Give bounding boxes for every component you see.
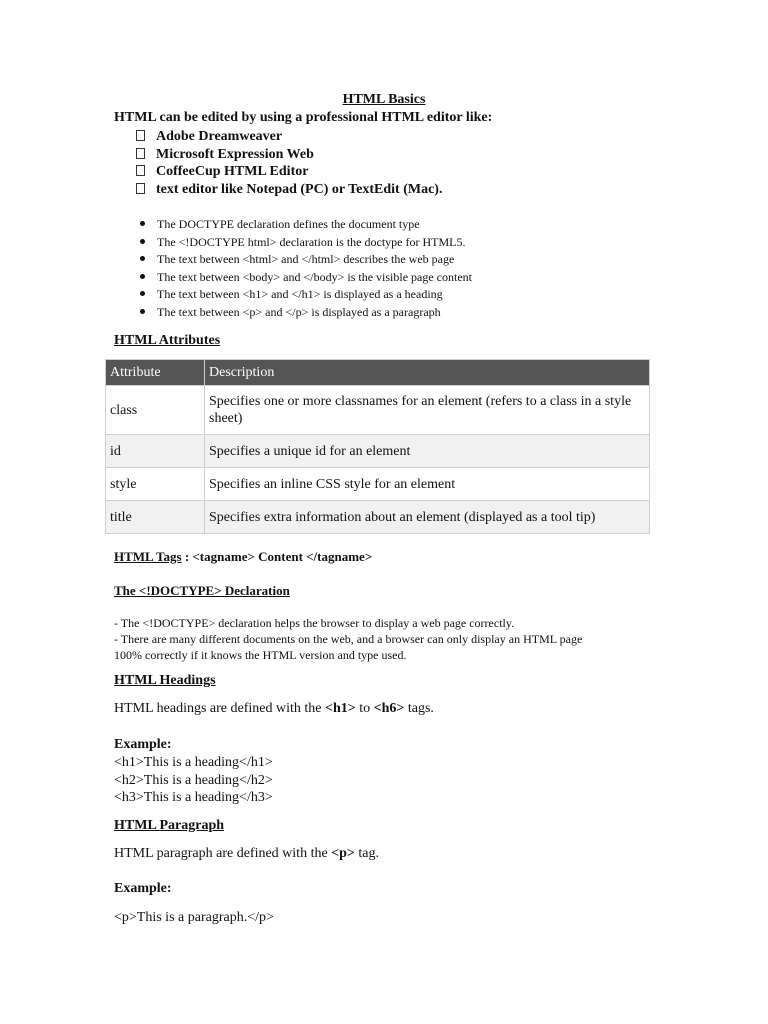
attribute-cell: id bbox=[106, 435, 205, 468]
bullet-dot-icon bbox=[140, 221, 145, 226]
bullet-text: The text between <body> and </body> is the visible page content bbox=[157, 269, 472, 284]
doctype-line: - The <!DOCTYPE> declaration helps the browser to display a web page correctly. bbox=[114, 616, 515, 630]
bullet-text: The text between <p> and </p> is displayed as a paragraph bbox=[157, 304, 441, 319]
list-item bbox=[136, 146, 442, 164]
bullet-text: The text between <h1> and </h1> is displayed as a heading bbox=[157, 287, 443, 302]
bullet-text: The DOCTYPE declaration defines the document type bbox=[157, 217, 420, 231]
code-line: <h3>This is a heading</h3> bbox=[114, 790, 273, 805]
headings-example-label: Example: bbox=[114, 737, 172, 752]
paragraph-heading: HTML Paragraph bbox=[114, 818, 225, 833]
list-item bbox=[140, 304, 472, 322]
attribute-cell: title bbox=[106, 501, 205, 534]
column-header-description: Description bbox=[205, 360, 650, 386]
list-item bbox=[140, 269, 472, 287]
description-cell: Specifies an inline CSS style for an element bbox=[205, 468, 650, 501]
text-segment: HTML paragraph are defined with the bbox=[114, 846, 332, 861]
tag-p: <p> bbox=[331, 846, 355, 861]
tag-h6: <h6> bbox=[373, 701, 405, 716]
description-cell: Specifies one or more classnames for an element (refers to a class in a style sheet) bbox=[205, 386, 650, 435]
list-item bbox=[140, 234, 472, 252]
attribute-cell: class bbox=[106, 386, 205, 435]
editor-list bbox=[136, 128, 442, 198]
box-bullet-icon bbox=[136, 165, 145, 176]
description-cell: Specifies a unique id for an element bbox=[205, 435, 650, 468]
intro-text: HTML can be edited by using a professional HTML editor like: bbox=[114, 110, 493, 125]
text-segment: tags. bbox=[404, 701, 434, 716]
doctype-line: - There are many different documents on the web, and a browser can only display an HTML page bbox=[114, 632, 583, 646]
html-tags-line bbox=[114, 549, 372, 565]
text-segment: to bbox=[355, 701, 374, 716]
bullet-dot-icon bbox=[140, 239, 145, 244]
table-row bbox=[106, 386, 650, 435]
list-item bbox=[140, 251, 472, 269]
column-header-attribute: Attribute bbox=[106, 360, 205, 386]
editor-label: text editor like Notepad (PC) or TextEdit (Mac). bbox=[156, 181, 443, 197]
list-item bbox=[140, 286, 472, 304]
page-title: HTML Basics bbox=[342, 92, 426, 107]
bullet-text: The <!DOCTYPE html> declaration is the doctype for HTML5. bbox=[157, 234, 466, 249]
editor-label: CoffeeCup HTML Editor bbox=[156, 164, 309, 179]
html-tags-syntax: : <tagname> Content </tagname> bbox=[181, 549, 373, 564]
text-segment: HTML headings are defined with the bbox=[114, 701, 325, 716]
list-item bbox=[136, 181, 442, 199]
editor-label: Adobe Dreamweaver bbox=[156, 129, 283, 144]
attributes-heading: HTML Attributes bbox=[114, 333, 221, 348]
table-row bbox=[106, 435, 650, 468]
doctype-bullet-list bbox=[140, 216, 472, 322]
list-item bbox=[140, 216, 472, 234]
doctype-line: 100% correctly if it knows the HTML version and type used. bbox=[114, 648, 407, 662]
attribute-cell: style bbox=[106, 468, 205, 501]
headings-example-code bbox=[114, 754, 273, 807]
code-line: <h2>This is a heading</h2> bbox=[114, 772, 273, 788]
table-row bbox=[106, 468, 650, 501]
bullet-dot-icon bbox=[140, 274, 145, 279]
code-line: <h1>This is a heading</h1> bbox=[114, 755, 273, 770]
paragraph-description bbox=[114, 846, 379, 862]
paragraph-example-label: Example: bbox=[114, 881, 172, 896]
bullet-text: The text between <html> and </html> describes the web page bbox=[157, 252, 455, 267]
editor-label: Microsoft Expression Web bbox=[156, 146, 314, 162]
doctype-description bbox=[114, 615, 582, 663]
headings-description bbox=[114, 701, 434, 717]
paragraph-example-code: <p>This is a paragraph.</p> bbox=[114, 910, 274, 925]
doctype-heading: The <!DOCTYPE> Declaration bbox=[114, 583, 290, 598]
bullet-dot-icon bbox=[140, 256, 145, 261]
headings-heading: HTML Headings bbox=[114, 673, 216, 688]
html-tags-label: HTML Tags bbox=[114, 549, 182, 564]
list-item bbox=[136, 163, 442, 181]
bullet-dot-icon bbox=[140, 291, 145, 296]
tag-h1: <h1> bbox=[324, 701, 356, 716]
description-cell: Specifies extra information about an element (displayed as a tool tip) bbox=[205, 501, 650, 534]
box-bullet-icon bbox=[136, 183, 145, 194]
box-bullet-icon bbox=[136, 130, 145, 141]
list-item bbox=[136, 128, 442, 146]
text-segment: tag. bbox=[354, 846, 380, 861]
attributes-table bbox=[105, 359, 650, 534]
table-header-row bbox=[106, 360, 650, 386]
box-bullet-icon bbox=[136, 148, 145, 159]
table-row bbox=[106, 501, 650, 534]
bullet-dot-icon bbox=[140, 309, 145, 314]
